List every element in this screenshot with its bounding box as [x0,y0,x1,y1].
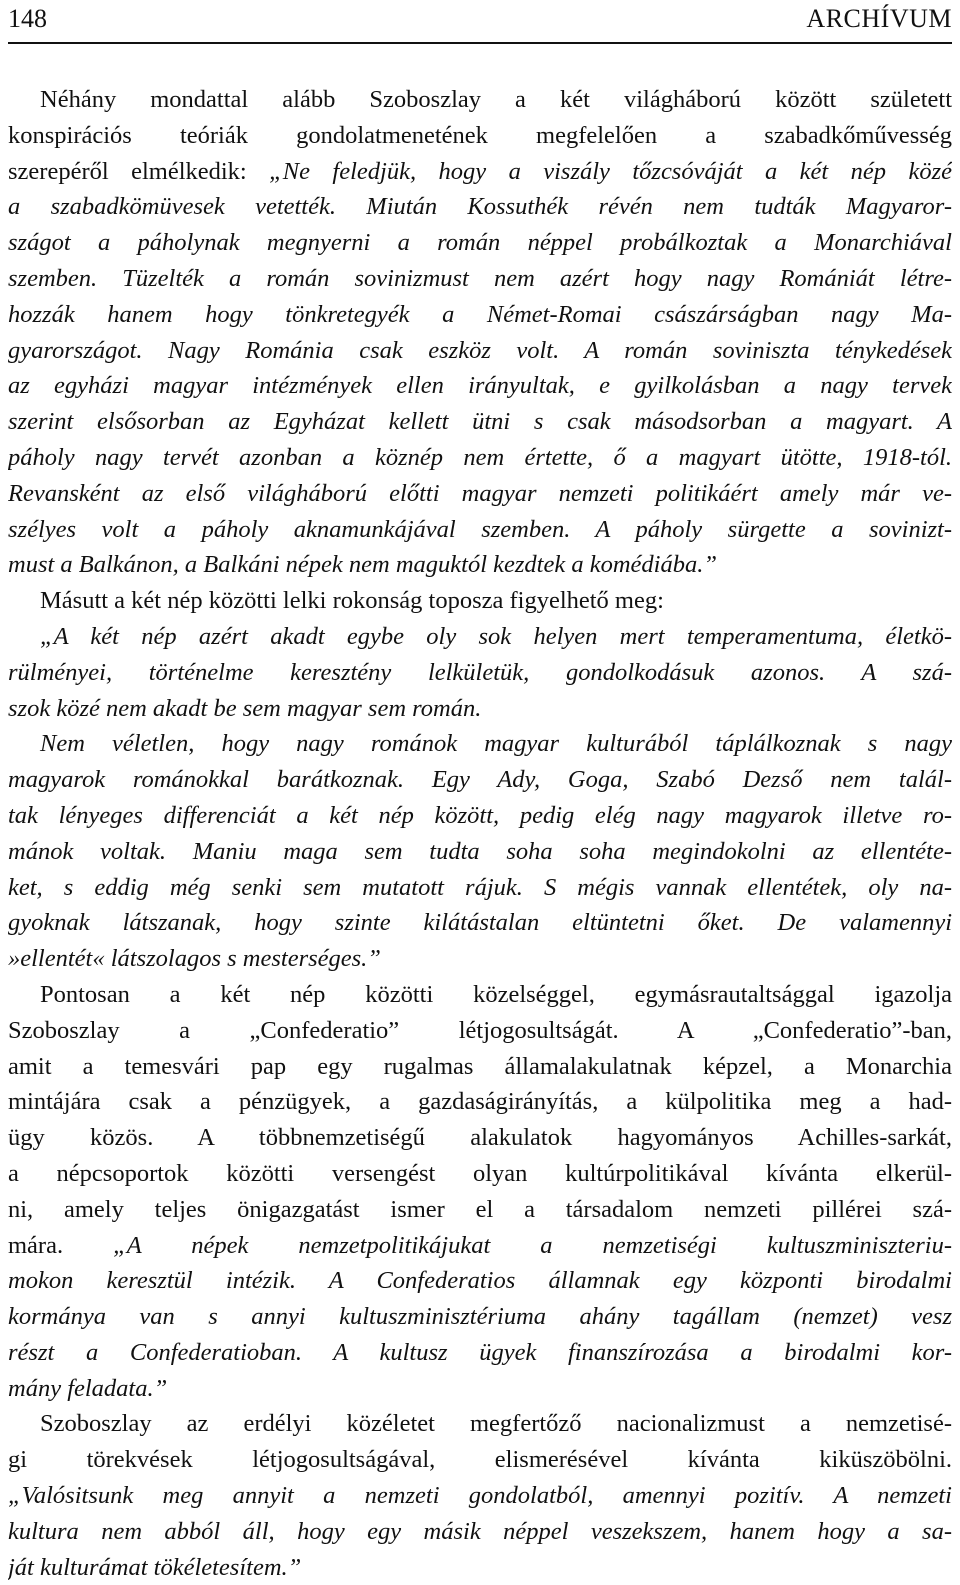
text-line [8,762,952,798]
italic-quote-segment: ket, s eddig még senki sem mutatott rájuk. S mégis vannak ellentétek, oly na- [8,873,952,901]
text-line [8,1550,952,1585]
text-line [8,1335,952,1371]
italic-quote-segment: a szabadkömüvesek vetették. Miután Kossuthék révén nem tudták Magyaror- [8,193,952,221]
text-line [8,941,952,977]
italic-quote-segment: „Ne feledjük, hogy a viszály tőzcsóváját a két nép közé [269,157,952,185]
italic-quote-segment: szélyes volt a páholy aknamunkájával szemben. A páholy sürgette a sovinizt- [8,515,952,543]
text-segment: Néhány mondattal alább Szoboszlay a két világháború között született [40,86,952,113]
italic-quote-segment: must a Balkánon, a Balkáni népek nem maguktól kezdtek a komédiába.” [8,551,717,579]
text-segment: konspirációs teóriák gondolatmenetének megfelelően a szabadkőművesség [8,121,952,149]
text-line [8,1120,952,1156]
text-segment: mára. [8,1231,114,1259]
italic-quote-segment: hozzák hanem hogy tönkretegyék a Német-Romai császárságban nagy Ma- [8,300,952,328]
italic-quote-segment: gyoknak látszanak, hogy szinte kilátástalan eltüntetni őket. De valamennyi [8,909,952,937]
text-line [8,368,952,404]
text-line [8,1299,952,1335]
text-segment: ügy közös. A többnemzetiségű alakulatok hagyományos Achilles-sarkát, [8,1124,952,1152]
text-line [8,1156,952,1192]
italic-quote-segment: kultura nem abból áll, hogy egy másik néppel veszekszem, hanem hogy a sa- [8,1517,952,1545]
text-line [8,977,952,1013]
italic-quote-segment: az egyházi magyar intézmények ellen irányultak, e gyilkolásban a nagy tervek [8,372,952,400]
text-line [8,404,952,440]
italic-quote-segment: tak lényeges differenciát a két nép között, pedig elég nagy magyarok illetve ro- [8,801,952,829]
text-line [8,1192,952,1228]
text-line [8,82,952,118]
text-line [8,261,952,297]
italic-quote-segment: kormánya van s annyi kultuszminisztériuma ahány tagállam (nemzet) vesz [8,1303,952,1331]
italic-quote-segment: „A népek nemzetpolitikájukat a nemzetiségi kultuszminiszteriu- [113,1231,952,1259]
text-line [8,798,952,834]
text-line [8,905,952,941]
page-number: 148 [8,4,47,33]
italic-quote-segment: szemben. Tüzelték a román sovinizmust nem azért hogy nagy Romániát létre- [8,264,952,292]
italic-quote-segment: »ellentét« látszolagos s mesterséges.” [8,945,381,973]
italic-quote-segment: mány feladata.” [8,1374,168,1402]
text-segment: Szoboszlay az erdélyi közéletet megfertőző nacionalizmust a nemzetisé- [40,1410,952,1438]
text-segment: Pontosan a két nép közötti közelséggel, egymásrautaltsággal igazolja [40,980,952,1008]
text-line [8,1371,952,1407]
text-line [8,619,952,655]
text-segment: gi törekvések létjogosultságával, elismerésével kívánta kiküszöbölni. [8,1446,952,1474]
italic-quote-segment: mánok voltak. Maniu maga sem tudta soha soha megindokolni az ellentéte- [8,837,952,865]
page-header [8,0,952,44]
text-segment: amit a temesvári pap egy rugalmas államalakulatnak képzel, a Monarchia [8,1052,952,1080]
italic-quote-segment: Revansként az első világháború előtti magyar nemzeti politikáért amely már ve- [8,479,952,507]
text-line [8,1442,952,1478]
italic-quote-segment: páholy nagy tervét azonban a köznép nem értette, ő a magyart ütötte, 1918-tól. [8,443,952,471]
text-line [8,655,952,691]
text-line [8,1049,952,1085]
text-line [8,154,952,190]
text-line [8,512,952,548]
text-segment: szerepéről elmélkedik: [8,157,270,185]
text-segment: mintájára csak a pénzügyek, a gazdaságirányítás, a külpolitika meg a had- [8,1088,952,1116]
text-line [8,189,952,225]
text-line [8,583,952,619]
italic-quote-segment: „A két nép azért akadt egybe oly sok helyen mert temperamentuma, életkö- [40,622,952,650]
running-head: ARCHÍVUM [806,4,952,33]
italic-quote-segment: „Valósitsunk meg annyit a nemzeti gondolatból, amennyi pozitív. A nemzeti [8,1482,952,1510]
text-line [8,1228,952,1264]
text-line [8,1263,952,1299]
italic-quote-segment: magyarok románokkal barátkoznak. Egy Ady, Goga, Szabó Dezső nem talál- [8,766,952,794]
italic-quote-segment: ját kulturámat tökéletesítem.” [8,1553,302,1581]
italic-quote-segment: szerint elsősorban az Egyházat kellett ütni s csak másodsorban a magyart. A [8,408,952,436]
italic-quote-segment: mokon keresztül intézik. A Confederatios államnak egy központi birodalmi [8,1267,952,1295]
text-line [8,834,952,870]
text-line [8,1478,952,1514]
text-line [8,118,952,154]
text-line [8,333,952,369]
text-line [8,1084,952,1120]
body-text [8,82,952,1585]
text-line [8,547,952,583]
text-line [8,1013,952,1049]
text-segment: Szoboszlay a „Confederatio” létjogosultságát. A „Confederatio”-ban, [8,1016,952,1044]
text-line [8,476,952,512]
text-segment: ni, amely teljes önigazgatást ismer el a társadalom nemzeti pillérei szá- [8,1195,952,1223]
italic-quote-segment: részt a Confederatioban. A kultusz ügyek finanszírozása a birodalmi kor- [8,1338,952,1366]
text-line [8,870,952,906]
italic-quote-segment: szágot a páholynak megnyerni a román néppel probálkoztak a Monarchiával [8,229,952,257]
text-line [8,726,952,762]
text-line [8,440,952,476]
text-line [8,691,952,727]
text-line [8,297,952,333]
italic-quote-segment: szok közé nem akadt be sem magyar sem román. [8,694,482,722]
text-segment: a népcsoportok közötti versengést olyan kultúrpolitikával kívánta elkerül- [8,1159,952,1187]
text-line [8,225,952,261]
text-line [8,1406,952,1442]
italic-quote-segment: rülményei, történelme keresztény lelkületük, gondolkodásuk azonos. A szá- [8,658,952,686]
text-line [8,1514,952,1550]
text-segment: Másutt a két nép közötti lelki rokonság toposza figyelhető meg: [40,587,664,615]
italic-quote-segment: gyarországot. Nagy Románia csak eszköz volt. A román soviniszta ténykedések [8,336,952,364]
italic-quote-segment: Nem véletlen, hogy nagy románok magyar kulturából táplálkoznak s nagy [40,730,952,758]
